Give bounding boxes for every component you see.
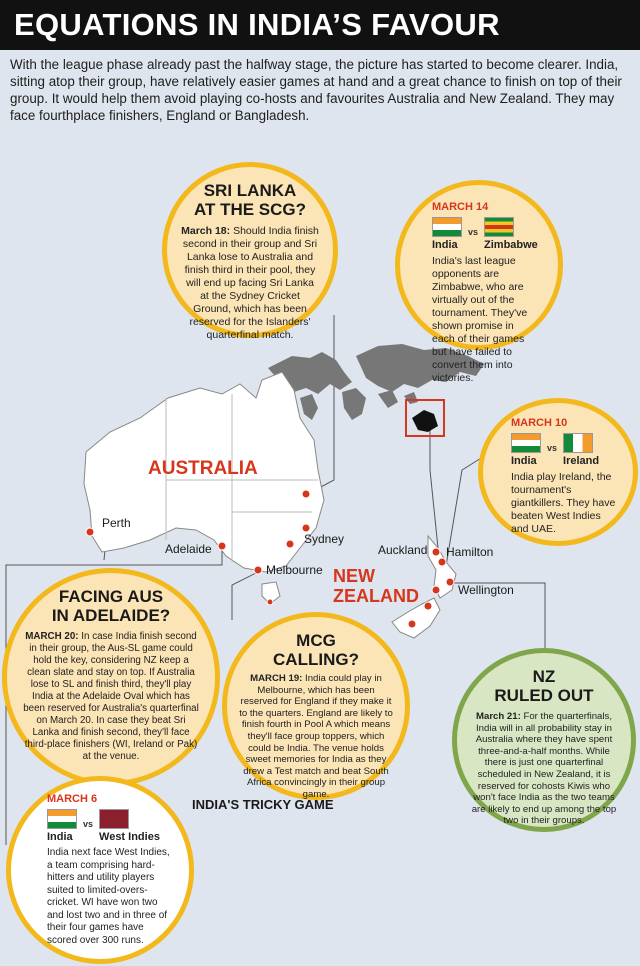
hamilton-dot <box>438 558 446 566</box>
india-flag-icon <box>511 433 541 453</box>
nz-dot-5 <box>424 602 432 610</box>
city-label-wellington: Wellington <box>458 583 514 597</box>
zimbabwe-team-a: India <box>432 239 458 251</box>
nz-body: For the quarterfinals, India will in all probability stay in Australia where they have spent three-and-a-half months. While there is just one quarterfinal scheduled in New Zealand, it is reserved for cohosts Kiwis who won't face India as the two teams are likely to end up among the top two in their groups. <box>471 711 617 827</box>
melbourne-dot <box>254 566 262 574</box>
srilanka-circle <box>162 162 338 341</box>
mcg-body: India could play in Melbourne, which has been reserved for England if they make it to the quarters. England are likely to finish fourth in Pool A which means they'll face group toppers, which could be India. The venue holds sweet memories for India as they drew a Test match and beat South Africa convincingly in their group game. <box>239 673 393 800</box>
mcg-title-line1: MCG <box>296 631 336 650</box>
zimbabwe-circle <box>395 180 563 384</box>
adelaide-date: MARCH 20: <box>25 631 79 642</box>
adelaide-circle <box>2 568 220 786</box>
intro-paragraph: With the league phase already past the halfway stage, the picture has started to become clearer. India, sitting atop their group, have relatively easier games at hand and a great chance to finish on top of their group. It would help them avoid playing co-hosts and favourites Australia and New Zealand. They may face fourthplace finishers, England or Bangladesh. <box>10 57 622 123</box>
city-label-hamilton: Hamilton <box>446 545 494 559</box>
sydney-dot-1 <box>286 540 294 548</box>
australia-label: AUSTRALIA <box>148 458 258 479</box>
ireland-circle <box>478 398 638 546</box>
perth-dot <box>86 528 94 536</box>
mcg-date: MARCH 19: <box>250 673 303 684</box>
ireland-vs: vs <box>547 443 558 453</box>
nz-label-line2: ZEALAND <box>333 586 419 606</box>
mcg-circle <box>222 612 410 800</box>
zimbabwe-body: India's last league opponents are Zimbabwe, who are virtually out of the tournament. They've shown promise in each of their games but have failed to convert them into victories. <box>432 255 528 384</box>
ireland-date: MARCH 10 <box>511 417 568 429</box>
city-label-auckland: Auckland <box>378 543 428 557</box>
westindies-flags <box>47 809 175 843</box>
ireland-flags <box>511 433 619 467</box>
srilanka-title-line1: SRI LANKA <box>203 181 297 200</box>
brisbane-dot <box>302 490 310 498</box>
mcg-title-line2: CALLING? <box>273 650 359 669</box>
westindies-body: India next face West Indies, a team comprising hard-hitters and utility players suited to limited-overs-cricket. WI have won two and lost two and in three of their four games have scored over 300 runs. <box>47 847 170 946</box>
westindies-team-b: West Indies <box>99 831 160 843</box>
nz-date: March 21: <box>476 711 521 722</box>
ireland-flag-icon <box>563 433 593 453</box>
westindies-flag-icon <box>99 809 129 829</box>
connector-zimbabwe <box>430 425 438 548</box>
srilanka-title-line2: AT THE SCG? <box>193 200 307 219</box>
india-flag-icon <box>432 217 462 237</box>
westindies-team-a: India <box>47 831 73 843</box>
hobart-dot <box>267 599 273 605</box>
adelaide-body: In case India finish second in their group, the Aus-SL game could hold the key, considering NZ keep a clean slate and stay on top. If Australia lose to SL and finish third, they'll play India at the Adelaide Oval which has been reserved for Australia's quarterfinal on March 20. In case they beat Sri Lanka and finish second, they'll face third-place finishers (WI, Ireland or Pak) at the venue. <box>23 631 199 762</box>
city-label-perth: Perth <box>102 516 131 530</box>
city-label-melbourne: Melbourne <box>266 563 323 577</box>
ireland-team-b: Ireland <box>563 455 600 467</box>
ireland-team-a: India <box>511 455 537 467</box>
connector-mcg <box>232 572 258 620</box>
adelaide-title-line1: FACING AUS <box>58 587 164 606</box>
page-title: EQUATIONS IN INDIA’S FAVOUR <box>0 0 640 50</box>
westindies-date: MARCH 6 <box>47 793 98 805</box>
srilanka-body: Should India finish second in their group and Sri Lanka lose to Australia and finish third in their pool, they will end up facing Sri Lanka at the Sydney Cricket Ground, which has been reserved for the Islanders' quarterfinal match. <box>182 225 319 341</box>
ireland-body: India play Ireland, the tournament's giantkillers. They have beaten West Indies and UAE. <box>511 471 616 535</box>
zimbabwe-team-b: Zimbabwe <box>484 239 538 251</box>
nz-title-line2: RULED OUT <box>494 686 594 705</box>
zimbabwe-flags <box>432 217 538 251</box>
nz-dot-6 <box>408 620 416 628</box>
sydney-dot-2 <box>302 524 310 532</box>
city-label-adelaide: Adelaide <box>165 542 212 556</box>
zimbabwe-flag-icon <box>484 217 514 237</box>
wellington-dot <box>446 578 454 586</box>
nz-label-line1: NEW <box>333 566 375 586</box>
india-flag-icon <box>47 809 77 829</box>
westindies-vs: vs <box>83 819 94 829</box>
westindies-circle <box>6 776 194 964</box>
zimbabwe-date: MARCH 14 <box>432 201 489 213</box>
city-label-sydney: Sydney <box>304 532 345 546</box>
auckland-dot <box>432 548 440 556</box>
adelaide-dot <box>218 542 226 550</box>
adelaide-title-line2: IN ADELAIDE? <box>51 606 171 625</box>
tricky-game-label: INDIA'S TRICKY GAME <box>192 797 334 812</box>
nz-circle <box>452 648 636 832</box>
nz-title-line1: NZ <box>532 667 556 686</box>
srilanka-date: March 18: <box>181 225 231 237</box>
nz-dot-4 <box>432 586 440 594</box>
zimbabwe-vs: vs <box>468 227 479 237</box>
